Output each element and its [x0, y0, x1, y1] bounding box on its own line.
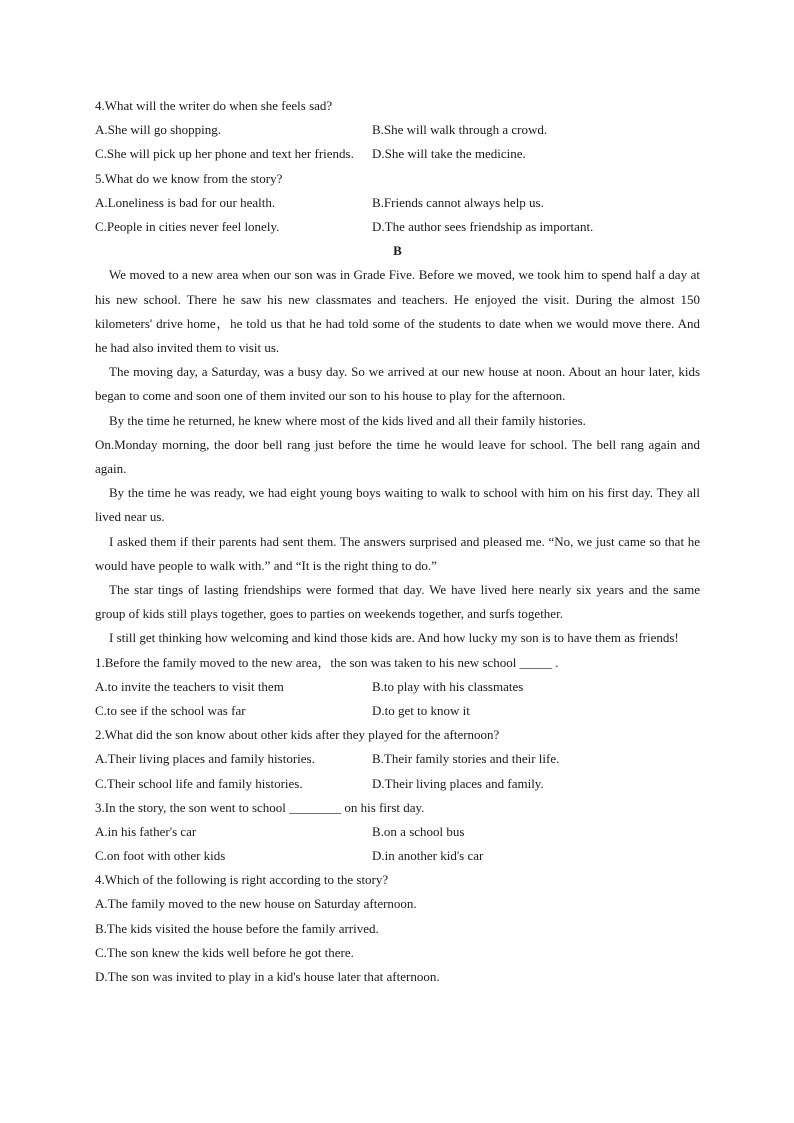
options-row [95, 118, 700, 142]
option-d: D.The author sees friendship as important. [372, 218, 594, 234]
question-b3: 3.In the story, the son went to school ________ on his first day. [95, 799, 425, 815]
option-b: B.to play with his classmates [372, 678, 524, 694]
question-b4: 4.Which of the following is right according to the story? [95, 872, 389, 888]
passage-paragraph: On.Monday morning, the door bell rang just before the time he would leave for school. The bell rang again and again. [95, 436, 700, 476]
options-row [95, 142, 700, 166]
question-a4: 4.What will the writer do when she feels sad? [95, 98, 333, 113]
option-c: C.to see if the school was far [95, 702, 246, 718]
option-d: D.The son was invited to play in a kid's house later that afternoon. [95, 969, 440, 984]
options-row [95, 699, 700, 723]
passage-paragraph: I still get thinking how welcoming and kind those kids are. And how lucky my son is to have them as friends! [109, 630, 679, 646]
option-d: D.to get to know it [372, 702, 470, 718]
option-a: A.Their living places and family histories. [95, 751, 315, 767]
options-row [95, 675, 700, 699]
option-c: C.People in cities never feel lonely. [95, 218, 280, 234]
option-d: D.Their living places and family. [372, 775, 544, 791]
options-row [95, 772, 700, 796]
option-c: C.She will pick up her phone and text her friends. [95, 146, 354, 162]
option-a: A.The family moved to the new house on Saturday afternoon. [95, 896, 417, 912]
options-row [95, 820, 700, 844]
passage-paragraph: By the time he returned, he knew where most of the kids lived and all their family histories. [109, 412, 586, 428]
option-b: B.She will walk through a crowd. [372, 122, 548, 138]
section-title: B [393, 243, 402, 259]
passage-paragraph: The moving day, a Saturday, was a busy day. So we arrived at our new house at noon. About an hour later, kids began to come and soon one of them invited our son to his house to play for the afternoon. [95, 364, 700, 404]
option-a: A.Loneliness is bad for our health. [95, 194, 276, 210]
option-a: A.She will go shopping. [95, 122, 222, 138]
question-a5: 5.What do we know from the story? [95, 170, 283, 186]
passage-paragraph: I asked them if their parents had sent them. The answers surprised and pleased me. “No, we just came so that he would have people to walk with.” and “It is the right thing to do.” [95, 533, 700, 573]
option-c: C.on foot with other kids [95, 848, 226, 864]
passage-paragraph: The star tings of lasting friendships were formed that day. We have lived here nearly six years and the same group of kids still plays together, goes to parties on weekends together, and surfs together. [95, 581, 700, 622]
option-b: B.The kids visited the house before the family arrived. [95, 920, 379, 936]
option-d: D.in another kid's car [372, 848, 484, 864]
passage-paragraph: By the time he was ready, we had eight young boys waiting to walk to school with him on his first day. They all lived near us. [95, 485, 700, 525]
option-b: B.Friends cannot always help us. [372, 194, 544, 210]
options-row [95, 191, 700, 215]
option-b: B.on a school bus [372, 823, 465, 839]
passage-paragraph: We moved to a new area when our son was in Grade Five. Before we moved, we took him to spend half a day at his new school. There he saw his new classmates and teachers. He enjoyed the visit. During the almost 150 kilometers' drive home，he told us that he had told some of the students to date when we would move there. And he had also invited them to visit us. [95, 267, 700, 355]
options-row [95, 215, 700, 239]
option-a: A.to invite the teachers to visit them [95, 678, 284, 694]
question-b1: 1.Before the family moved to the new area，the son was taken to his new school _____ . [95, 654, 559, 670]
options-row [95, 747, 700, 771]
option-c: C.Their school life and family histories. [95, 775, 303, 791]
worksheet-page [95, 94, 700, 989]
option-b: B.Their family stories and their life. [372, 751, 560, 767]
options-row [95, 844, 700, 868]
option-c: C.The son knew the kids well before he got there. [95, 944, 354, 960]
option-d: D.She will take the medicine. [372, 146, 526, 162]
question-b2: 2.What did the son know about other kids after they played for the afternoon? [95, 727, 500, 743]
option-a: A.in his father's car [95, 823, 197, 839]
